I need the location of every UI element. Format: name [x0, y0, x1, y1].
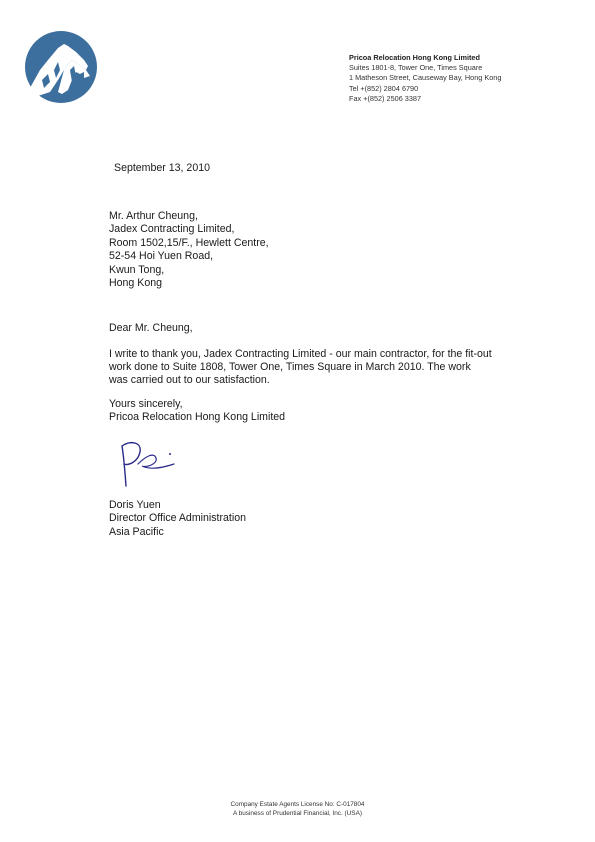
letter-body: [109, 348, 529, 388]
closing: [109, 398, 285, 425]
telephone: Tel +(852) 2804 6790: [349, 83, 419, 93]
body-line-2: work done to Suite 1808, Tower One, Times Square in March 2010. The work: [109, 361, 471, 374]
signatory: [109, 499, 246, 539]
letter-date: September 13, 2010: [114, 162, 211, 174]
signatory-name: Doris Yuen: [109, 499, 161, 511]
body-line-3: was carried out to our satisfaction.: [109, 374, 270, 387]
recipient-address-line-2: 52-54 Hoi Yuen Road,: [109, 250, 214, 263]
recipient-address-line-3: Kwun Tong,: [109, 263, 165, 276]
closing-line-1: Yours sincerely,: [109, 398, 183, 410]
recipient-name: Mr. Arthur Cheung,: [109, 210, 198, 222]
footer-business: A business of Prudential Financial, Inc. (USA): [233, 809, 362, 817]
handwritten-signature: [116, 436, 186, 490]
company-name: Pricoa Relocation Hong Kong Limited: [349, 53, 480, 62]
address-line-1: Suites 1801-8, Tower One, Times Square: [349, 63, 483, 73]
address-line-2: 1 Matheson Street, Causeway Bay, Hong Kong: [349, 73, 502, 83]
fax: Fax +(852) 2506 3387: [349, 93, 422, 103]
closing-line-2: Pricoa Relocation Hong Kong Limited: [109, 411, 286, 424]
signatory-title: Director Office Administration: [109, 512, 246, 525]
recipient-address: [109, 210, 269, 290]
letterhead-address: [349, 53, 589, 104]
footer-license: Company Estate Agents License No: C-017804: [230, 801, 365, 808]
recipient-address-line-1: Room 1502,15/F., Hewlett Centre,: [109, 236, 269, 249]
body-line-1: I write to thank you, Jadex Contracting Limited - our main contractor, for the fit-out: [109, 348, 492, 360]
salutation: Dear Mr. Cheung,: [109, 322, 193, 334]
rock-of-gibraltar-logo-icon: [24, 30, 98, 104]
recipient-company: Jadex Contracting Limited,: [109, 223, 235, 236]
signatory-region: Asia Pacific: [109, 525, 164, 538]
footer: [0, 801, 595, 818]
recipient-address-line-4: Hong Kong: [109, 277, 163, 290]
